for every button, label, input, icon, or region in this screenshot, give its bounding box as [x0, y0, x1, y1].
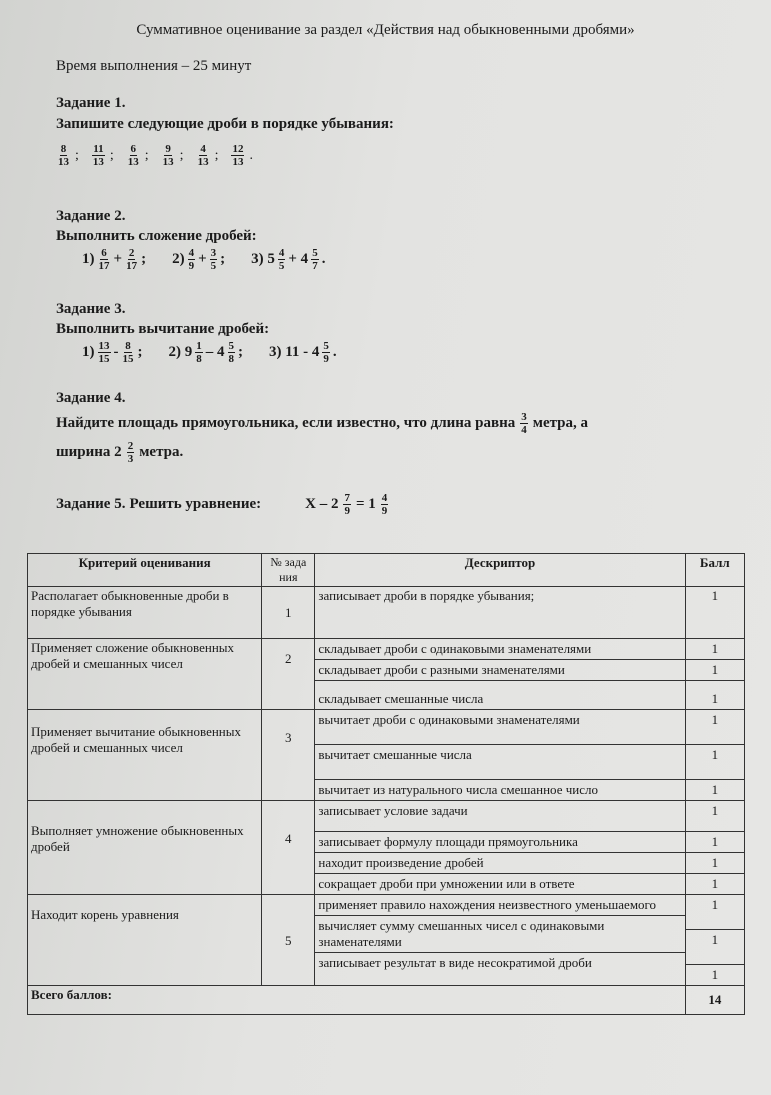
task-1-text: Запишите следующие дроби в порядке убывания: — [56, 116, 394, 132]
table-row: Располагает обыкновенные дроби в порядке убывания 1 записывает дроби в порядке убывания; 1 — [28, 587, 745, 639]
task-4 — [56, 390, 716, 465]
header-task-number: № зада ния — [262, 554, 315, 587]
task-2-heading: Задание 2. — [56, 208, 126, 224]
task-5-text: Решить уравнение: — [129, 496, 262, 512]
fraction: $\frac{11}{13}$ — [92, 143, 104, 168]
fraction: $\frac{4}{13}$ — [197, 143, 209, 168]
page-title: Суммативное оценивание за раздел «Действия над обыкновенными дробями» — [136, 22, 635, 38]
table-row: Применяет вычитание обыкновенных дробей и смешанных чисел 3 вычитает дроби с одинаковыми знаменателями вычитает смешанные числа вычитает из натурального числа смешанное число 1 1 1 — [28, 710, 745, 801]
task-3-items: 1) $\frac{13}{15}$ - $\frac{8}{15}$ ; 2) 9 $\frac{1}{8}$ – 4 $\frac{5}{8}$ ; 3) 11 - 4 $\frac{5}{9}$ . — [82, 340, 337, 365]
header-descriptor: Дескриптор — [315, 554, 685, 587]
table-total-row — [28, 986, 745, 1015]
table-header-row — [28, 554, 745, 587]
header-score: Балл — [685, 554, 744, 587]
total-value: 14 — [685, 986, 744, 1015]
task-1 — [56, 95, 394, 168]
task-2 — [56, 208, 347, 272]
fraction: $\frac{6}{13}$ — [127, 143, 139, 168]
total-label: Всего баллов: — [28, 986, 686, 1015]
header-criterion: Критерий оценивания — [28, 554, 262, 587]
task-3-heading: Задание 3. — [56, 301, 126, 317]
task-1-fractions: $\frac{8}{13}$ ; $\frac{11}{13}$ ; $\frac{6}{13}$ ; $\frac{9}{13}$ ; $\frac{4}{13}$ ; $\frac{12}{13}$ . — [58, 143, 253, 168]
table-row: Находит корень уравнения 5 применяет правило нахождения неизвестного уменьшаемого вычисляет сумму смешанных чисел с одинаковыми знаменателями записывает результат в виде несократимой дроби 1 1 1 — [28, 895, 745, 986]
fraction: $\frac{9}{13}$ — [162, 143, 174, 168]
table-row: Применяет сложение обыкновенных дробей и смешанных чисел 2 складывает дроби с одинаковыми знаменателями складывает дроби с разными знаменателями складывает смешанные числа 1 1 1 — [28, 639, 745, 710]
task-4-line-1: Найдите площадь прямоугольника, если известно, что длина равна $\frac{3}{4}$ метра, а — [56, 411, 589, 436]
time-limit: Время выполнения – 25 минут — [56, 58, 252, 74]
task-3-text: Выполнить вычитание дробей: — [56, 321, 270, 337]
assessment-table — [27, 553, 745, 1015]
task-4-heading: Задание 4. — [56, 390, 126, 406]
task-5-heading: Задание 5. — [56, 496, 126, 512]
task-3 — [56, 301, 359, 365]
task-4-line-2: ширина 2 $\frac{2}{3}$ метра. — [56, 440, 184, 465]
task-5-line: Задание 5. Решить уравнение: X – 2 $\frac{7}{9}$ = 1 $\frac{4}{9}$ — [56, 492, 388, 517]
task-1-heading: Задание 1. — [56, 95, 126, 111]
task-5 — [56, 492, 389, 517]
task-2-text: Выполнить сложение дробей: — [56, 228, 257, 244]
fraction: $\frac{8}{13}$ — [58, 143, 69, 168]
table-row: Выполняет умножение обыкновенных дробей 4 записывает условие задачи записывает формулу площади прямоугольника находит произведение дробей сокращает дроби при умножении или в ответе 1 1 1 1 — [28, 801, 745, 895]
task-2-items: 1) $\frac{6}{17}$ + $\frac{2}{17}$ ; 2) $\frac{4}{9}$ + $\frac{3}{5}$ ; 3) 5 $\frac{4}{5}$ + 4 $\frac{5}{7}$ . — [82, 247, 326, 272]
fraction: $\frac{12}{13}$ — [232, 143, 244, 168]
